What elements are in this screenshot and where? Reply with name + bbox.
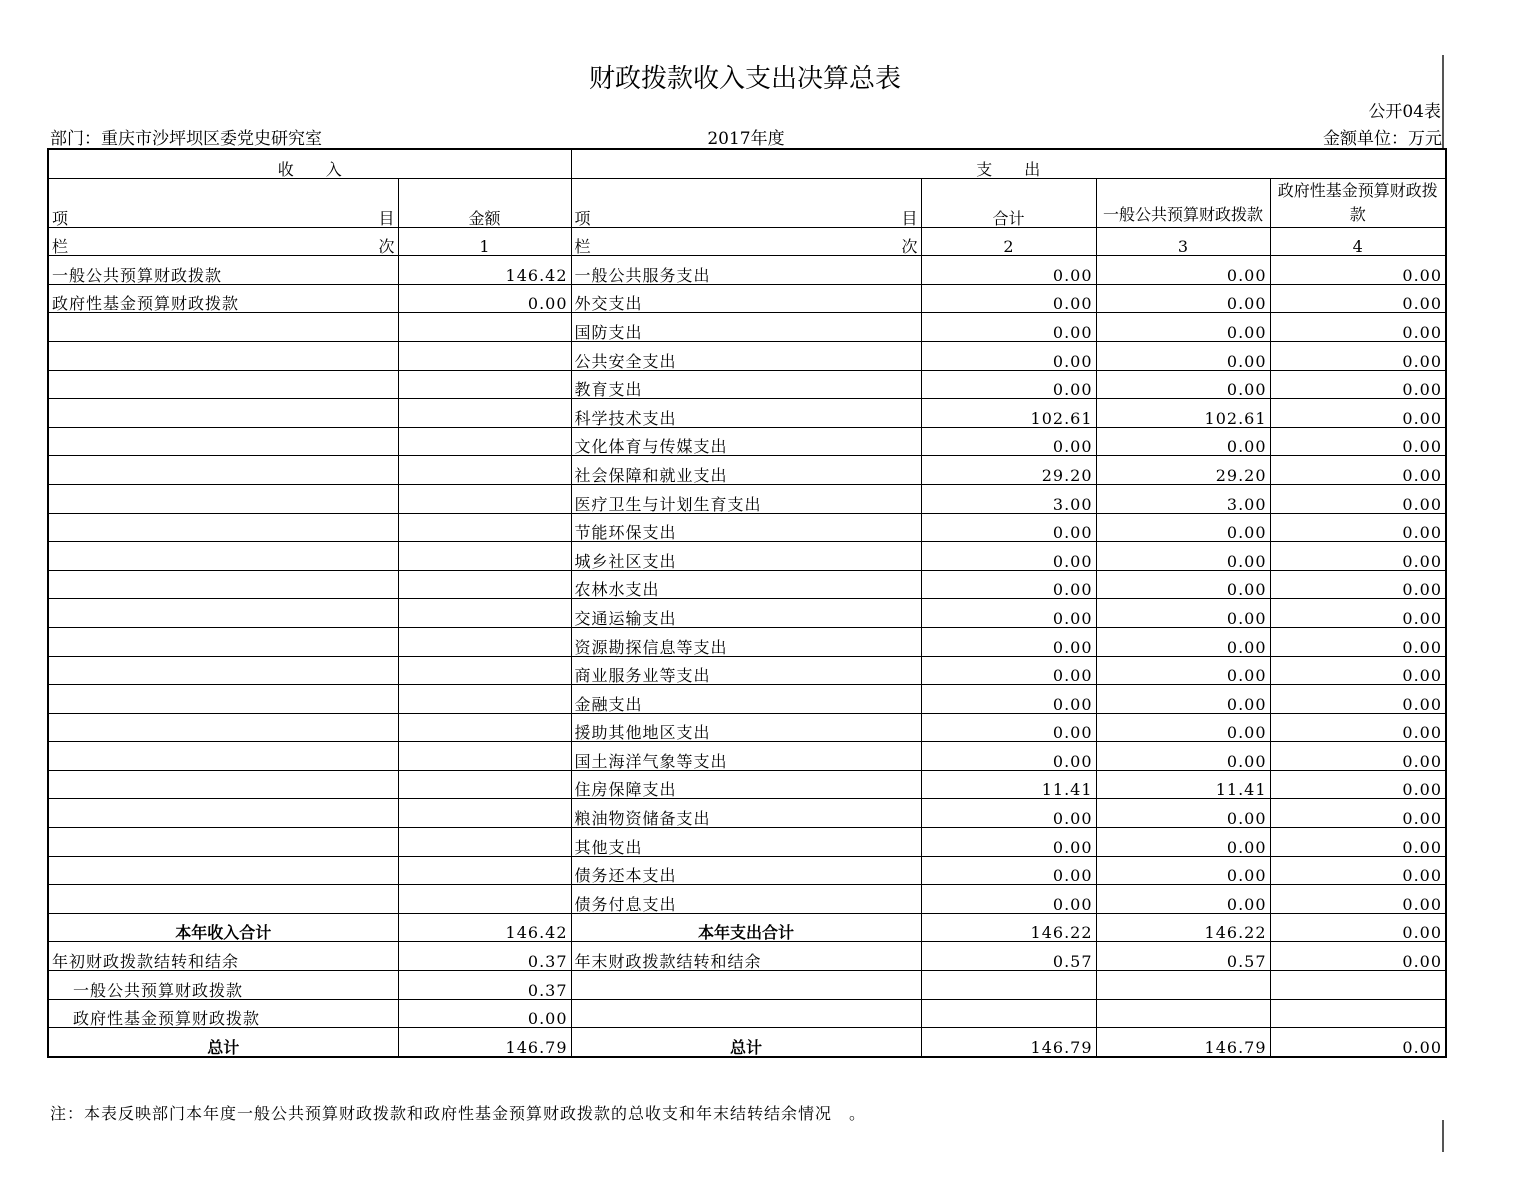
expense-item-fund: 0.00 (1270, 685, 1446, 714)
expense-item-header (571, 178, 921, 227)
expense-item-general: 0.00 (1096, 570, 1270, 599)
expense-item-fund: 0.00 (1270, 885, 1446, 914)
carry-general-label: 一般公共预算财政拨款 (48, 971, 398, 1000)
income-item-amount (398, 456, 571, 485)
income-item-amount (398, 742, 571, 771)
expense-item-fund: 0.00 (1270, 256, 1446, 285)
expense-item-general: 0.00 (1096, 542, 1270, 571)
expense-item-fund: 0.00 (1270, 799, 1446, 828)
year-income-total-label: 本年收入合计 (48, 913, 398, 942)
expense-item-fund: 0.00 (1270, 713, 1446, 742)
carry-begin-amount: 0.37 (398, 942, 571, 971)
income-item-label (48, 627, 398, 656)
income-item-amount (398, 399, 571, 428)
income-item-amount (398, 828, 571, 857)
year-label: 2017年度 (707, 129, 785, 149)
income-item-amount (398, 313, 571, 342)
expense-item-label: 交通运输支出 (571, 599, 921, 628)
col-number-1: 1 (398, 227, 571, 256)
carry-end-fund: 0.00 (1270, 942, 1446, 971)
item-right: 目 (378, 208, 395, 228)
expense-item-general: 0.00 (1096, 370, 1270, 399)
fund-budget-header: 政府性基金预算财政拨款 (1270, 178, 1446, 227)
page-title: 财政拨款收入支出决算总表 (588, 64, 901, 94)
total-header: 合计 (921, 178, 1096, 227)
income-item-label (48, 742, 398, 771)
empty-cell (921, 971, 1096, 1000)
income-item-label (48, 770, 398, 799)
expense-item-total: 0.00 (921, 313, 1096, 342)
expense-item-fund: 0.00 (1270, 399, 1446, 428)
year-income-total-amount: 146.42 (398, 913, 571, 942)
income-item-amount (398, 513, 571, 542)
income-item-amount: 146.42 (398, 256, 571, 285)
row-right: 次 (378, 237, 395, 256)
expense-item-total: 0.00 (921, 856, 1096, 885)
expense-item-total: 29.20 (921, 456, 1096, 485)
expense-item-general: 11.41 (1096, 770, 1270, 799)
page-edge-mark-bottom (1442, 1120, 1444, 1152)
expense-item-total: 0.00 (921, 828, 1096, 857)
expense-item-label: 教育支出 (571, 370, 921, 399)
expense-item-label: 科学技术支出 (571, 399, 921, 428)
table-row (48, 599, 1446, 628)
income-item-amount: 0.00 (398, 284, 571, 313)
carry-general-amount: 0.37 (398, 971, 571, 1000)
expense-item-general: 0.00 (1096, 799, 1270, 828)
expense-item-fund: 0.00 (1270, 284, 1446, 313)
income-section-header: 收 入 (48, 149, 571, 178)
expense-item-general: 29.20 (1096, 456, 1270, 485)
expense-item-total: 0.00 (921, 427, 1096, 456)
table-row (48, 685, 1446, 714)
expense-item-general: 0.00 (1096, 513, 1270, 542)
row-right: 次 (901, 237, 918, 256)
expense-item-label: 城乡社区支出 (571, 542, 921, 571)
table-row (48, 399, 1446, 428)
expense-item-label: 其他支出 (571, 828, 921, 857)
expense-item-fund: 0.00 (1270, 542, 1446, 571)
income-item-amount (398, 542, 571, 571)
expense-item-total: 0.00 (921, 542, 1096, 571)
expense-item-fund: 0.00 (1270, 828, 1446, 857)
income-item-amount (398, 856, 571, 885)
income-item-amount (398, 656, 571, 685)
expense-item-fund: 0.00 (1270, 627, 1446, 656)
table-row (48, 542, 1446, 571)
income-item-label (48, 885, 398, 914)
table-row (48, 885, 1446, 914)
year-expense-general: 146.22 (1096, 913, 1270, 942)
expense-item-total: 0.00 (921, 627, 1096, 656)
expense-item-general: 0.00 (1096, 427, 1270, 456)
income-item-label: 政府性基金预算财政拨款 (48, 284, 398, 313)
budget-table (47, 148, 1447, 1058)
expense-item-general: 0.00 (1096, 284, 1270, 313)
expense-item-label: 债务付息支出 (571, 885, 921, 914)
expense-item-label: 住房保障支出 (571, 770, 921, 799)
income-item-label (48, 685, 398, 714)
expense-item-total: 0.00 (921, 656, 1096, 685)
expense-item-fund: 0.00 (1270, 370, 1446, 399)
col-number-2: 2 (921, 227, 1096, 256)
table-row (48, 656, 1446, 685)
expense-item-label: 农林水支出 (571, 570, 921, 599)
expense-item-label: 社会保障和就业支出 (571, 456, 921, 485)
table-row (48, 913, 1446, 942)
expense-section-header: 支 出 (571, 149, 1446, 178)
expense-item-fund: 0.00 (1270, 484, 1446, 513)
expense-item-total: 0.00 (921, 742, 1096, 771)
expense-item-label: 公共安全支出 (571, 341, 921, 370)
income-item-amount (398, 627, 571, 656)
expense-item-total: 0.00 (921, 685, 1096, 714)
expense-item-general: 0.00 (1096, 685, 1270, 714)
expense-item-label: 援助其他地区支出 (571, 713, 921, 742)
income-item-amount (398, 570, 571, 599)
income-item-label (48, 828, 398, 857)
expense-item-total: 11.41 (921, 770, 1096, 799)
expense-item-label: 国土海洋气象等支出 (571, 742, 921, 771)
table-row (48, 627, 1446, 656)
income-item-label (48, 313, 398, 342)
general-budget-header: 一般公共预算财政拨款 (1096, 178, 1270, 227)
expense-item-general: 3.00 (1096, 484, 1270, 513)
expense-item-total: 102.61 (921, 399, 1096, 428)
expense-item-fund: 0.00 (1270, 313, 1446, 342)
expense-item-label: 节能环保支出 (571, 513, 921, 542)
row-left: 栏 (574, 237, 591, 256)
carry-end-label: 年末财政拨款结转和结余 (571, 942, 921, 971)
carry-begin-label: 年初财政拨款结转和结余 (48, 942, 398, 971)
table-row (48, 513, 1446, 542)
expense-item-general: 0.00 (1096, 856, 1270, 885)
income-item-label (48, 370, 398, 399)
col-number-3: 3 (1096, 227, 1270, 256)
expense-item-fund: 0.00 (1270, 456, 1446, 485)
page-edge-mark-top (1442, 55, 1444, 150)
item-left: 项 (52, 208, 69, 228)
expense-item-fund: 0.00 (1270, 513, 1446, 542)
expense-item-total: 3.00 (921, 484, 1096, 513)
expense-item-label: 一般公共服务支出 (571, 256, 921, 285)
income-item-amount (398, 341, 571, 370)
item-left: 项 (574, 208, 591, 228)
expense-item-fund: 0.00 (1270, 742, 1446, 771)
column-header-row (48, 178, 1446, 227)
income-row-label (48, 227, 398, 256)
empty-cell (1096, 999, 1270, 1028)
expense-item-label: 医疗卫生与计划生育支出 (571, 484, 921, 513)
table-row (48, 856, 1446, 885)
expense-item-label: 债务还本支出 (571, 856, 921, 885)
expense-item-general: 0.00 (1096, 656, 1270, 685)
income-item-label (48, 799, 398, 828)
grand-total-fund: 0.00 (1270, 1028, 1446, 1057)
income-item-label (48, 713, 398, 742)
expense-item-total: 0.00 (921, 370, 1096, 399)
income-item-label (48, 570, 398, 599)
expense-item-general: 0.00 (1096, 627, 1270, 656)
income-item-amount (398, 484, 571, 513)
income-item-label (48, 456, 398, 485)
income-item-amount (398, 713, 571, 742)
income-item-label (48, 399, 398, 428)
income-item-amount (398, 799, 571, 828)
table-row (48, 770, 1446, 799)
table-row (48, 742, 1446, 771)
grand-total-total: 146.79 (921, 1028, 1096, 1057)
empty-cell (1270, 999, 1446, 1028)
expense-item-fund: 0.00 (1270, 856, 1446, 885)
income-item-amount (398, 599, 571, 628)
expense-item-total: 0.00 (921, 885, 1096, 914)
table-row (48, 942, 1446, 971)
item-right: 目 (901, 208, 918, 228)
income-item-label (48, 341, 398, 370)
income-item-label (48, 656, 398, 685)
expense-item-total: 0.00 (921, 570, 1096, 599)
income-item-header (48, 178, 398, 227)
department-label: 部门：重庆市沙坪坝区委党史研究室 (50, 129, 322, 149)
expense-item-general: 0.00 (1096, 742, 1270, 771)
year-expense-total: 146.22 (921, 913, 1096, 942)
grand-total-income-amount: 146.79 (398, 1028, 571, 1057)
income-item-amount (398, 685, 571, 714)
expense-item-total: 0.00 (921, 513, 1096, 542)
income-item-amount (398, 885, 571, 914)
table-row (48, 828, 1446, 857)
table-row (48, 713, 1446, 742)
income-item-label (48, 542, 398, 571)
expense-item-label: 粮油物资储备支出 (571, 799, 921, 828)
expense-item-general: 0.00 (1096, 313, 1270, 342)
income-item-label (48, 599, 398, 628)
table-row (48, 256, 1446, 285)
income-item-label: 一般公共预算财政拨款 (48, 256, 398, 285)
expense-item-general: 0.00 (1096, 256, 1270, 285)
expense-item-fund: 0.00 (1270, 570, 1446, 599)
expense-row-label (571, 227, 921, 256)
table-row (48, 999, 1446, 1028)
expense-item-total: 0.00 (921, 599, 1096, 628)
expense-item-fund: 0.00 (1270, 427, 1446, 456)
expense-item-total: 0.00 (921, 341, 1096, 370)
expense-item-general: 0.00 (1096, 713, 1270, 742)
expense-item-general: 0.00 (1096, 341, 1270, 370)
expense-item-label: 商业服务业等支出 (571, 656, 921, 685)
expense-item-total: 0.00 (921, 256, 1096, 285)
income-item-amount (398, 427, 571, 456)
income-item-label (48, 427, 398, 456)
expense-item-total: 0.00 (921, 713, 1096, 742)
grand-total-income-label: 总计 (48, 1028, 398, 1057)
row-left: 栏 (52, 237, 69, 256)
expense-item-label: 国防支出 (571, 313, 921, 342)
income-item-amount (398, 370, 571, 399)
expense-item-total: 0.00 (921, 799, 1096, 828)
empty-cell (921, 999, 1096, 1028)
table-row (48, 313, 1446, 342)
expense-item-label: 文化体育与传媒支出 (571, 427, 921, 456)
expense-item-general: 102.61 (1096, 399, 1270, 428)
carry-fund-label: 政府性基金预算财政拨款 (48, 999, 398, 1028)
form-code: 公开04表 (1368, 102, 1441, 122)
year-expense-fund: 0.00 (1270, 913, 1446, 942)
table-row (48, 341, 1446, 370)
grand-total-expense-label: 总计 (571, 1028, 921, 1057)
table-row (48, 1028, 1446, 1057)
table-row (48, 284, 1446, 313)
expense-item-general: 0.00 (1096, 828, 1270, 857)
expense-item-general: 0.00 (1096, 885, 1270, 914)
expense-item-fund: 0.00 (1270, 656, 1446, 685)
table-row (48, 456, 1446, 485)
expense-item-fund: 0.00 (1270, 599, 1446, 628)
table-row (48, 799, 1446, 828)
footnote: 注：本表反映部门本年度一般公共预算财政拨款和政府性基金预算财政拨款的总收支和年末结转结余情况 。 (50, 1104, 867, 1123)
table-row (48, 570, 1446, 599)
expense-item-label: 资源勘探信息等支出 (571, 627, 921, 656)
empty-cell (1096, 971, 1270, 1000)
carry-fund-amount: 0.00 (398, 999, 571, 1028)
expense-item-label: 外交支出 (571, 284, 921, 313)
col-number-4: 4 (1270, 227, 1446, 256)
expense-item-general: 0.00 (1096, 599, 1270, 628)
expense-item-label: 金融支出 (571, 685, 921, 714)
table-row (48, 370, 1446, 399)
unit-label: 金额单位：万元 (1323, 129, 1442, 149)
carry-end-total: 0.57 (921, 942, 1096, 971)
income-item-label (48, 513, 398, 542)
column-number-row (48, 227, 1446, 256)
expense-item-total: 0.00 (921, 284, 1096, 313)
income-item-label (48, 484, 398, 513)
table-row (48, 427, 1446, 456)
table-row (48, 484, 1446, 513)
expense-item-fund: 0.00 (1270, 341, 1446, 370)
empty-cell (571, 971, 921, 1000)
carry-end-general: 0.57 (1096, 942, 1270, 971)
empty-cell (571, 999, 921, 1028)
year-expense-total-label: 本年支出合计 (571, 913, 921, 942)
meta-bar (50, 124, 1442, 148)
income-item-amount (398, 770, 571, 799)
expense-item-fund: 0.00 (1270, 770, 1446, 799)
grand-total-general: 146.79 (1096, 1028, 1270, 1057)
table-row (48, 971, 1446, 1000)
section-header-row (48, 149, 1446, 178)
empty-cell (1270, 971, 1446, 1000)
amount-header: 金额 (398, 178, 571, 227)
income-item-label (48, 856, 398, 885)
